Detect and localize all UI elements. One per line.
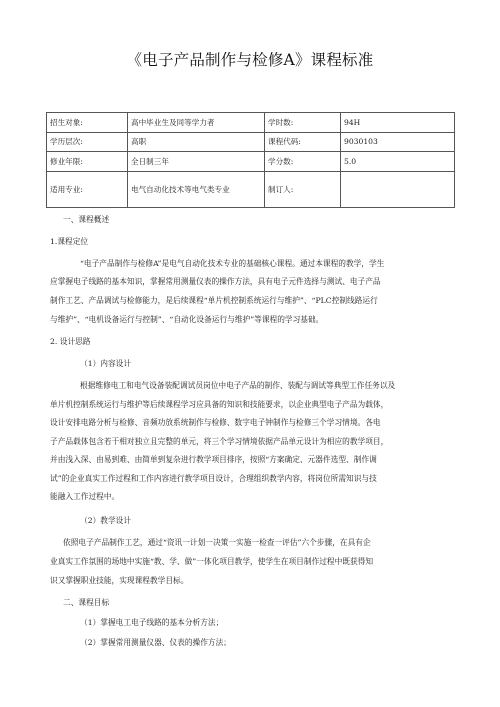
cell-label: 招生对象: — [47, 113, 128, 133]
table-row — [47, 132, 455, 152]
cell-label: 学分数: — [265, 152, 341, 172]
cell-value: 电气自动化技术等电气类专业 — [128, 171, 265, 207]
paragraph-line: 试”的企业真实工作过程和工作内容进行教学项目设计，合理组织教学内容，将岗位所需知识与技 — [50, 474, 377, 483]
cell-label: 学历层次: — [47, 132, 128, 152]
paragraph-line: 与维护”、“电机设备运行与控制”、“自动化设备运行与维护”等课程的学习基础。 — [50, 315, 324, 324]
paragraph-line: 业真实工作氛围的场地中实施“教、学、做”一体化项目教学，使学生在项目制作过程中既获得知 — [50, 557, 374, 566]
paragraph-line: 依照电子产品制作工艺，通过“资讯一计划一决策一实施一检查一评估”六个步骤，在具有企 — [63, 538, 371, 547]
table-row — [47, 171, 455, 207]
cell-label: 课程代码: — [265, 132, 341, 152]
table-row — [47, 113, 455, 133]
paragraph-line: 根据维修电工和电气设备装配调试员岗位中电子产品的制作、装配与调试等典型工作任务以及 — [80, 381, 396, 390]
paragraph-line: 制作工艺、产品调试与检修能力，是后续课程“单片机控制系统运行与维护”、“PLC控制线路运行 — [50, 296, 378, 305]
goal-item: （2）掌握常用测量仪器、仪表的操作方法； — [80, 638, 231, 647]
course-info-table — [46, 112, 455, 208]
paragraph-line: 能融入工作过程中。 — [50, 492, 120, 501]
paragraph-line: “电子产品制作与检修A”是电气自动化技术专业的基础核心课程。通过本课程的教学，学生 — [80, 259, 385, 268]
section-heading: 一、课程概述 — [63, 215, 110, 224]
sub-heading: （2）教学设计 — [80, 516, 132, 525]
cell-label: 修业年限: — [47, 152, 128, 172]
cell-value — [341, 171, 455, 207]
cell-value: 高职 — [128, 132, 265, 152]
paragraph-line: 并由浅入深、由易到难、由简单到复杂进行教学项目排序，按照“方案确定、元器件选型、制作调 — [50, 455, 377, 464]
sub-heading: （1）内容设计 — [80, 359, 132, 368]
cell-value: 94H — [341, 113, 455, 133]
paragraph-line: 识又掌握职业技能，实现课程教学目标。 — [50, 576, 189, 585]
table-row — [47, 152, 455, 172]
cell-value: 全日制三年 — [128, 152, 265, 172]
cell-value: 高中毕业生及同等学力者 — [128, 113, 265, 133]
goal-item: （1）掌握电工电子线路的基本分析方法； — [80, 618, 224, 627]
cell-value: 5.0 — [341, 152, 455, 172]
subsection-heading: 1.课程定位 — [50, 237, 89, 246]
document-title: 《电子产品制作与检修A》课程标准 — [126, 51, 374, 69]
cell-label: 制订人: — [265, 171, 341, 207]
cell-label: 学时数: — [265, 113, 341, 133]
paragraph-line: 应掌握电子线路的基本知识，掌握常用测量仪表的操作方法，具有电子元件选择与测试、电子产品 — [50, 277, 381, 286]
cell-value: 9030103 — [341, 132, 455, 152]
section-heading: 二、课程目标 — [63, 598, 110, 607]
paragraph-line: 子产品载体包含若干相对独立且完整的单元，将三个学习情境依据产品单元设计为相应的教学项目， — [50, 437, 389, 446]
paragraph-line: 单片机控制系统运行与维护等后续课程学习应具备的知识和技能要求，以企业典型电子产品为载体， — [50, 400, 389, 409]
paragraph-line: 设计安排电路分析与检修、音频功放系统制作与检修、数字电子钟制作与检修三个学习情境。各电 — [50, 418, 381, 427]
subsection-heading: 2. 设计思路 — [50, 337, 91, 346]
cell-label: 适用专业: — [47, 171, 128, 207]
